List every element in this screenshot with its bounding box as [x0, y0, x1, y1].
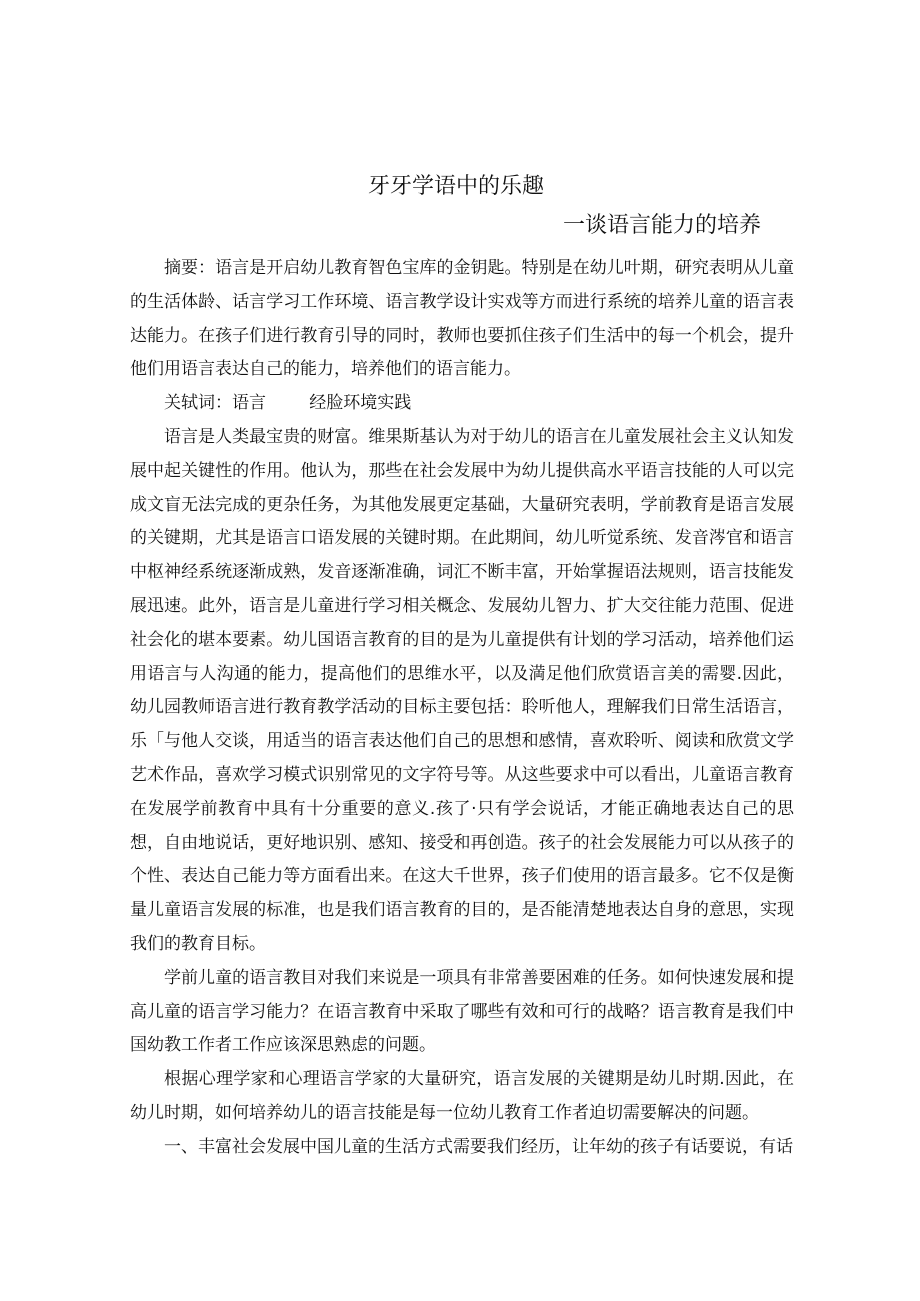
document-title: 牙牙学语中的乐趣	[368, 174, 545, 199]
body-paragraph: 语言是人类最宝贵的财富。维果斯基认为对于幼儿的语言在儿童发展社会主义认知发展中起关键性的作用。他认为，那些在社会发展中为幼儿提供高水平语言技能的人可以完成文盲无法完成的更杂任务，为其他发展更定基础，大量研究表明，学前教育是语言发展的关键期，尤其是语言口语发展的关键时期。在此期间，幼儿听觉系统、发音涔官和语言中枢神经系统逐渐成熟，发音逐渐准确，词汇不断丰富，开始掌握语法规则，语言技能发展迅速。此外，语言是儿童进行学习相关概念、发展幼儿智力、扩大交往能力范围、促进社会化的堪本要素。幼儿国语言教育的目的是为儿童提供有计划的学习活动，培养他们运用语言与人沟通的能力，提高他们的思维水平，以及満足他们欣赏语言美的需婴.因此，幼儿园教师语言进行教育教学活动的目标主要包括：聆听他人，理解我们日常生活语言，乐「与他人交谈，用适当的语言表达他们自己的思想和感情，喜欢聆听、阅读和欣赏文学艺术作品，喜欢学习模式识别常见的文字符号等。从这些要求中可以看出，儿童语言教育在发展学前教育中具有十分重要的意义.孩了·只有学会说话，才能正确地表达自己的思想，自由地说话，更好地识别、感知、接受和再创造。孩子的社会发展能力可以从孩子的个性、表达自己能力等方面看出来。在这大千世界，孩子们使用的语言最多。它不仅是衡量儿童语言发展的标准，也是我们语言教育的目的，是否能清楚地表达自身的意思，实现我们的教育目标。	[130, 426, 794, 954]
body-paragraph: 根据心理学家和心理语言学家的大量研究，语言发展的关键期是幼儿时期.因此，在幼儿时期，如何培养幼儿的语言技能是每一位幼儿教育工作者迫切需要解决的问题。	[130, 1069, 794, 1123]
document-subtitle: 一谈语言能力的培养	[563, 213, 762, 238]
body-paragraph: 学前儿童的语言教目对我们来说是一项具有非常善要困难的任务。如何快速发展和提高儿童的语言学习能力？在语言教育中采取了哪些有效和可行的战略？语言教育是我们中国幼教工作者工作应该深思熟虑的问题。	[130, 967, 794, 1056]
document-body	[130, 252, 794, 1165]
section-heading-paragraph: 一、丰富社会发展中国儿童的生活方式需要我们经历，让年幼的孩子有话要说，有话	[164, 1136, 793, 1157]
keywords-paragraph: 关轼词：语言 经脸环境实践	[164, 393, 412, 414]
abstract-paragraph: 摘要：语言是开启幼儿教育智色宝库的金钥匙。特别是在幼儿叶期，研究表明从儿童的生活体龄、话言学习工作环境、语言教学设计实戏等方而进行系统的培养儿童的语言表达能力。在孩子们进行教育引导的同时，教师也要抓住孩子们生活中的每一个机会，提升他们用语言表达自己的能力，培养他们的语言能力。	[130, 258, 794, 380]
